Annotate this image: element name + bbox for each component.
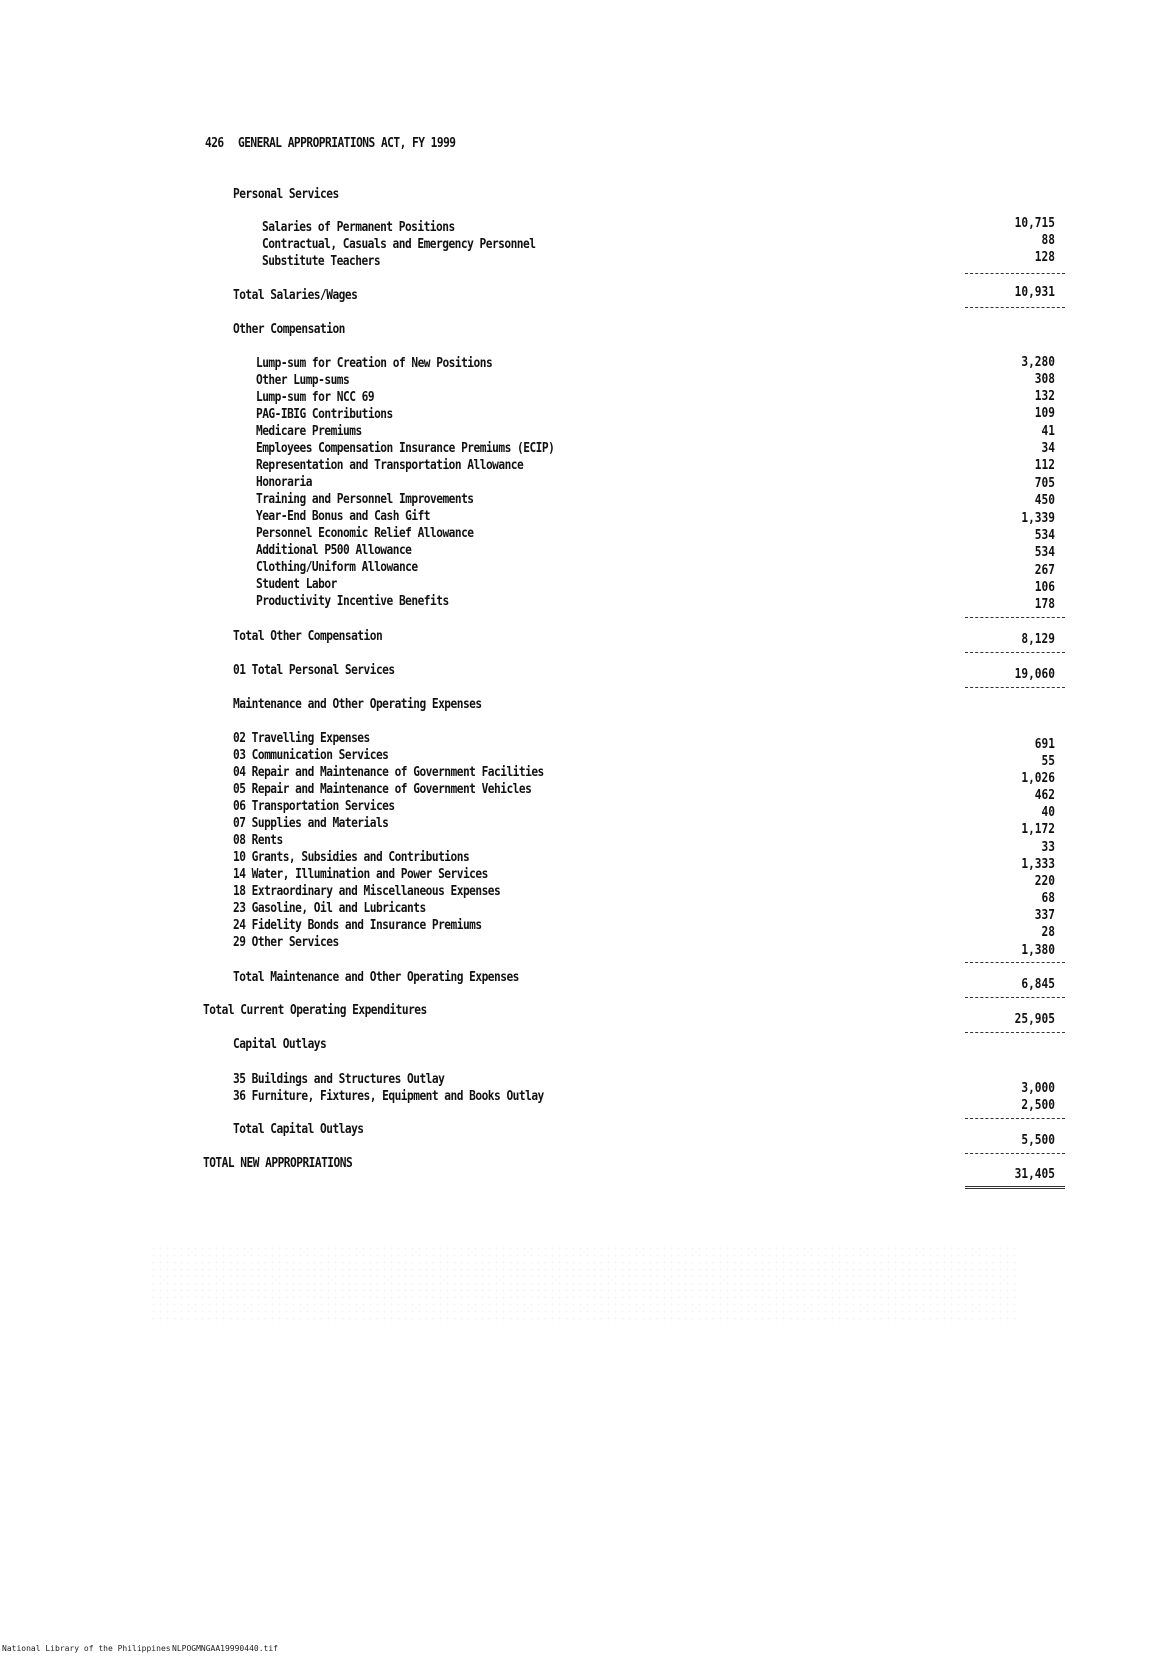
line-item-value: 2,500	[1021, 1098, 1055, 1113]
subtotal-value: 8,129	[1021, 632, 1055, 647]
line-item-value: 41	[1041, 424, 1055, 439]
line-item-label: Training and Personnel Improvements	[256, 492, 474, 507]
line-item-value: 1,026	[1021, 771, 1055, 786]
line-item-value: 40	[1041, 805, 1055, 820]
subtotal-label: Total Capital Outlays	[233, 1122, 364, 1137]
page-title: GENERAL APPROPRIATIONS ACT, FY 1999	[238, 136, 456, 151]
subtotal-rule	[965, 652, 1065, 653]
line-item-value: 267	[1034, 563, 1055, 578]
line-item-label: Lump-sum for NCC 69	[256, 390, 375, 405]
section-heading: Maintenance and Other Operating Expenses	[233, 697, 482, 712]
line-item-value: 68	[1041, 891, 1055, 906]
grand-total-double-rule	[965, 1186, 1065, 1189]
line-item-label: 14 Water, Illumination and Power Services	[233, 867, 488, 882]
line-item-label: Productivity Incentive Benefits	[256, 594, 449, 609]
section-heading: Personal Services	[233, 187, 339, 202]
line-item-value: 1,339	[1021, 511, 1055, 526]
line-item-label: PAG-IBIG Contributions	[256, 407, 393, 422]
line-item-value: 337	[1034, 908, 1055, 923]
line-item-value: 34	[1041, 441, 1055, 456]
line-item-value: 33	[1041, 840, 1055, 855]
line-item-label: Substitute Teachers	[262, 254, 381, 269]
subtotal-rule	[965, 307, 1065, 308]
line-item-label: 35 Buildings and Structures Outlay	[233, 1072, 445, 1087]
line-item-label: 36 Furniture, Fixtures, Equipment and Books Outlay	[233, 1089, 544, 1104]
line-item-label: 07 Supplies and Materials	[233, 816, 389, 831]
line-item-label: Student Labor	[256, 577, 337, 592]
line-item-label: 04 Repair and Maintenance of Government Facilities	[233, 765, 544, 780]
subtotal-rule	[965, 1118, 1065, 1119]
line-item-label: 02 Travelling Expenses	[233, 731, 370, 746]
subtotal-value: 6,845	[1021, 977, 1055, 992]
line-item-label: 05 Repair and Maintenance of Government Vehicles	[233, 782, 532, 797]
line-item-value: 109	[1034, 406, 1055, 421]
line-item-value: 705	[1034, 476, 1055, 491]
page-number: 426	[205, 136, 224, 151]
line-item-label: 23 Gasoline, Oil and Lubricants	[233, 901, 426, 916]
subtotal-value: 10,931	[1014, 285, 1055, 300]
line-item-label: Clothing/Uniform Allowance	[256, 560, 418, 575]
line-item-value: 28	[1041, 925, 1055, 940]
line-item-value: 3,280	[1021, 355, 1055, 370]
line-item-value: 112	[1034, 458, 1055, 473]
line-item-label: Other Lump-sums	[256, 373, 350, 388]
line-item-label: Year-End Bonus and Cash Gift	[256, 509, 431, 524]
subtotal-value: 19,060	[1014, 667, 1055, 682]
section-heading: Capital Outlays	[233, 1037, 327, 1052]
line-item-value: 462	[1034, 788, 1055, 803]
line-item-value: 691	[1034, 737, 1055, 752]
line-item-label: 08 Rents	[233, 833, 283, 848]
line-item-value: 450	[1034, 493, 1055, 508]
subtotal-rule	[965, 687, 1065, 688]
line-item-value: 106	[1034, 580, 1055, 595]
line-item-value: 10,715	[1014, 216, 1055, 231]
subtotal-label: Total Salaries/Wages	[233, 288, 358, 303]
line-item-label: Employees Compensation Insurance Premiums (ECIP)	[256, 441, 555, 456]
subtotal-label: Total Other Compensation	[233, 629, 383, 644]
line-item-value: 1,333	[1021, 857, 1055, 872]
line-item-value: 128	[1034, 250, 1055, 265]
total-value: 25,905	[1014, 1012, 1055, 1027]
subtotal-rule	[965, 962, 1065, 963]
line-item-label: Salaries of Permanent Positions	[262, 220, 455, 235]
subtotal-rule	[965, 1032, 1065, 1033]
line-item-value: 132	[1034, 389, 1055, 404]
footer-library: National Library of the Philippines	[2, 1644, 171, 1653]
line-item-value: 178	[1034, 597, 1055, 612]
line-item-label: Personnel Economic Relief Allowance	[256, 526, 474, 541]
grand-total-value: 31,405	[1014, 1167, 1055, 1182]
footer-file: NLPOGMNGAA19990440.tif	[172, 1644, 278, 1653]
line-item-label: Medicare Premiums	[256, 424, 362, 439]
section-heading: Other Compensation	[233, 322, 345, 337]
line-item-label: 10 Grants, Subsidies and Contributions	[233, 850, 470, 865]
line-item-value: 88	[1041, 233, 1055, 248]
subtotal-value: 5,500	[1021, 1133, 1055, 1148]
line-item-value: 220	[1034, 874, 1055, 889]
line-item-label: Lump-sum for Creation of New Positions	[256, 356, 493, 371]
subtotal-label: Total Maintenance and Other Operating Expenses	[233, 970, 519, 985]
line-item-value: 1,380	[1021, 943, 1055, 958]
line-item-value: 3,000	[1021, 1081, 1055, 1096]
line-item-label: Representation and Transportation Allowance	[256, 458, 524, 473]
line-item-label: 24 Fidelity Bonds and Insurance Premiums	[233, 918, 482, 933]
subtotal-label: 01 Total Personal Services	[233, 663, 395, 678]
subtotal-rule	[965, 997, 1065, 998]
line-item-value: 1,172	[1021, 822, 1055, 837]
line-item-label: Honoraria	[256, 475, 312, 490]
line-item-value: 308	[1034, 372, 1055, 387]
grand-total-label: TOTAL NEW APPROPRIATIONS	[203, 1156, 353, 1171]
subtotal-rule	[965, 273, 1065, 274]
line-item-label: Additional P500 Allowance	[256, 543, 412, 558]
total-label: Total Current Operating Expenditures	[203, 1003, 427, 1018]
line-item-value: 55	[1041, 754, 1055, 769]
line-item-value: 534	[1034, 545, 1055, 560]
line-item-label: Contractual, Casuals and Emergency Personnel	[262, 237, 536, 252]
line-item-label: 29 Other Services	[233, 935, 339, 950]
line-item-label: 18 Extraordinary and Miscellaneous Expenses	[233, 884, 501, 899]
line-item-label: 06 Transportation Services	[233, 799, 395, 814]
subtotal-rule	[965, 1153, 1065, 1154]
line-item-value: 534	[1034, 528, 1055, 543]
line-item-label: 03 Communication Services	[233, 748, 389, 763]
scan-noise	[150, 1245, 1020, 1325]
subtotal-rule	[965, 617, 1065, 618]
